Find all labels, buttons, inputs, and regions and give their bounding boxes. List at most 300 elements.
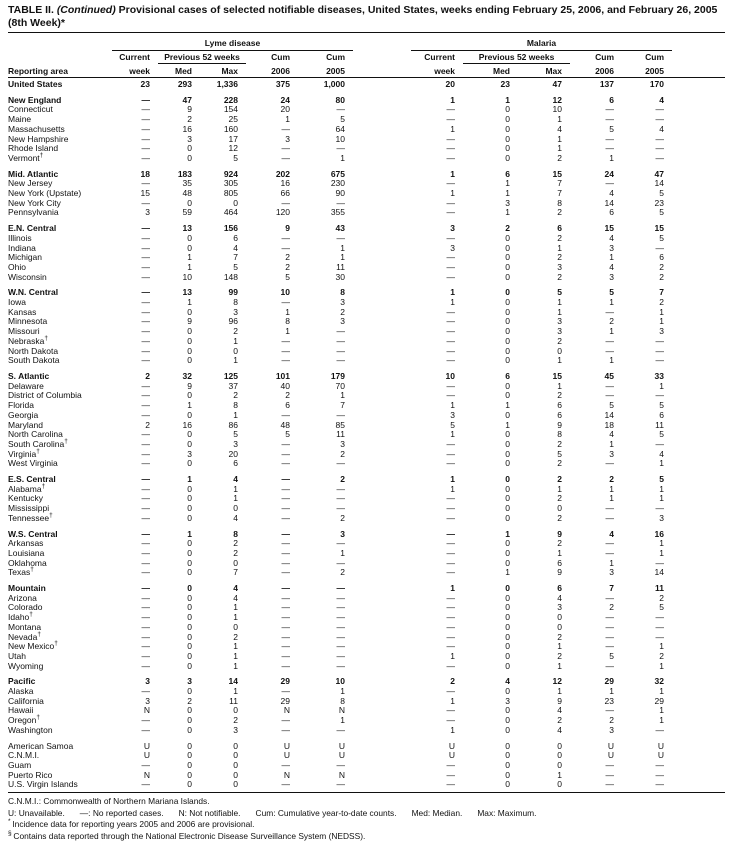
value-cell: — xyxy=(605,631,614,642)
value-cell: — xyxy=(141,538,150,549)
table-row xyxy=(8,135,725,145)
value-cell: 1,000 xyxy=(323,79,345,89)
value-cell: 1 xyxy=(609,493,614,504)
reporting-area-cell: C.N.M.I. xyxy=(8,750,40,761)
value-cell: 0 xyxy=(505,287,510,298)
value-cell: — xyxy=(281,503,290,514)
value-cell: — xyxy=(281,528,290,539)
value-cell: — xyxy=(141,223,150,234)
table-row xyxy=(8,327,725,337)
reporting-area-cell: Pacific xyxy=(8,676,36,687)
value-cell: 23 xyxy=(140,79,150,89)
value-cell: 2 xyxy=(659,297,664,308)
reporting-area-cell: Texas† xyxy=(8,566,34,578)
value-cell: 12 xyxy=(228,143,238,154)
value-cell: 3 xyxy=(233,438,238,449)
reporting-area-cell: California xyxy=(8,695,44,706)
value-cell: 1 xyxy=(609,355,614,366)
value-cell: — xyxy=(655,612,664,623)
value-cell: 0 xyxy=(505,557,510,568)
malaria-group-label: Malaria xyxy=(411,37,672,51)
value-cell: 3 xyxy=(609,567,614,578)
value-cell: — xyxy=(336,335,345,346)
value-cell: 0 xyxy=(187,345,192,356)
row-filler xyxy=(672,687,725,697)
value-cell: — xyxy=(446,621,455,632)
value-cell: 1 xyxy=(659,538,664,549)
row-filler xyxy=(672,421,725,431)
row-filler xyxy=(672,298,725,308)
value-cell: 0 xyxy=(557,503,562,514)
legend-item: Cum: Cumulative year-to-date counts. xyxy=(255,807,397,818)
value-cell: 4 xyxy=(609,528,614,539)
value-cell: — xyxy=(141,104,150,115)
value-cell: 2 xyxy=(557,271,562,282)
reporting-area-cell: W.S. Central xyxy=(8,528,58,539)
row-filler xyxy=(672,372,725,382)
value-cell: 5 xyxy=(340,114,345,125)
value-cell: 3 xyxy=(505,695,510,706)
reporting-area-cell: Illinois xyxy=(8,232,32,243)
value-cell: N xyxy=(283,769,290,780)
value-cell: — xyxy=(446,779,455,790)
value-cell: 228 xyxy=(223,94,238,105)
value-cell: — xyxy=(141,242,150,253)
row-filler xyxy=(672,514,725,524)
value-cell: 14 xyxy=(604,409,614,420)
reporting-area-cell: Washington xyxy=(8,724,53,735)
table-header xyxy=(8,33,725,78)
value-cell: 1 xyxy=(187,400,192,411)
table-row xyxy=(8,115,725,125)
value-cell: 0 xyxy=(505,493,510,504)
value-cell: 2 xyxy=(340,448,345,459)
table-row xyxy=(8,475,725,485)
value-cell: — xyxy=(141,123,150,134)
value-cell: 1 xyxy=(609,438,614,449)
value-cell: 1 xyxy=(285,326,290,337)
value-cell: — xyxy=(446,458,455,469)
value-cell: 23 xyxy=(604,695,614,706)
value-cell: 5 xyxy=(609,650,614,661)
value-cell: 6 xyxy=(557,223,562,234)
value-cell: 7 xyxy=(233,252,238,263)
value-cell: — xyxy=(605,641,614,652)
value-cell: 0 xyxy=(233,557,238,568)
value-cell: 3 xyxy=(340,438,345,449)
value-cell: 5 xyxy=(659,232,664,243)
value-cell: 8 xyxy=(557,197,562,208)
value-cell: 0 xyxy=(187,621,192,632)
value-cell: 0 xyxy=(505,512,510,523)
table-row xyxy=(8,530,725,540)
reporting-area-cell: Nevada† xyxy=(8,630,41,642)
value-cell: 1 xyxy=(659,380,664,391)
value-cell: — xyxy=(655,557,664,568)
value-cell: — xyxy=(141,724,150,735)
value-cell: 5 xyxy=(233,152,238,163)
value-cell: — xyxy=(281,660,290,671)
value-cell: 0 xyxy=(233,503,238,514)
row-filler xyxy=(672,135,725,145)
table-row xyxy=(8,742,725,752)
value-cell: 0 xyxy=(505,740,510,751)
value-cell: — xyxy=(336,660,345,671)
value-cell: 3 xyxy=(557,602,562,613)
value-cell: — xyxy=(141,345,150,356)
value-cell: 1 xyxy=(187,474,192,485)
value-cell: 0 xyxy=(505,306,510,317)
reporting-area-cell: Missouri xyxy=(8,326,40,337)
value-cell: 0 xyxy=(505,458,510,469)
value-cell: 6 xyxy=(659,409,664,420)
value-cell: 9 xyxy=(557,695,562,706)
reporting-area-cell: Pennsylvania xyxy=(8,207,59,218)
value-cell: 1 xyxy=(285,306,290,317)
value-cell: — xyxy=(281,197,290,208)
value-cell: U xyxy=(657,750,664,761)
value-cell: N xyxy=(338,705,345,716)
table-row xyxy=(8,244,725,254)
value-cell: U xyxy=(143,750,150,761)
value-cell: 5 xyxy=(233,261,238,272)
value-cell: 1 xyxy=(659,705,664,716)
row-filler xyxy=(672,539,725,549)
value-cell: 24 xyxy=(280,94,290,105)
value-cell: 0 xyxy=(505,316,510,327)
lyme-cum-2006-header-top: Cum xyxy=(271,52,290,62)
value-cell: 14 xyxy=(654,567,664,578)
value-cell: 1 xyxy=(233,602,238,613)
table-row xyxy=(8,288,725,298)
row-filler xyxy=(672,559,725,569)
value-cell: 0 xyxy=(233,621,238,632)
table-row xyxy=(8,224,725,234)
value-cell: 1 xyxy=(557,143,562,154)
value-cell: — xyxy=(141,641,150,652)
value-cell: — xyxy=(281,760,290,770)
value-cell: 2 xyxy=(557,538,562,549)
value-cell: 3 xyxy=(557,326,562,337)
row-filler xyxy=(672,440,725,450)
value-cell: 0 xyxy=(187,483,192,494)
value-cell: — xyxy=(336,557,345,568)
legend-row xyxy=(8,808,725,820)
value-cell: 11 xyxy=(655,419,664,430)
table-row xyxy=(8,494,725,504)
table-row xyxy=(8,208,725,218)
value-cell: 3 xyxy=(340,316,345,327)
value-cell: 7 xyxy=(557,178,562,189)
value-cell: 293 xyxy=(177,79,192,89)
reporting-area-cell: Indiana xyxy=(8,242,36,253)
value-cell: — xyxy=(281,512,290,523)
value-cell: 8 xyxy=(340,695,345,706)
row-filler xyxy=(672,411,725,421)
value-cell: — xyxy=(605,306,614,317)
value-cell: 2 xyxy=(505,223,510,234)
value-cell: 1 xyxy=(557,355,562,366)
table-row xyxy=(8,549,725,559)
reporting-area-cell: Wisconsin xyxy=(8,271,47,282)
row-filler xyxy=(672,742,725,752)
dagger-footnote-marker: † xyxy=(44,335,49,343)
value-cell: 70 xyxy=(335,380,345,391)
value-cell: 0 xyxy=(187,557,192,568)
value-cell: 86 xyxy=(228,419,238,430)
value-cell: 12 xyxy=(552,676,562,687)
reporting-area-cell: New Jersey xyxy=(8,178,53,189)
value-cell: 0 xyxy=(187,641,192,652)
value-cell: — xyxy=(281,557,290,568)
value-cell: — xyxy=(141,715,150,726)
value-cell: 2 xyxy=(557,715,562,726)
value-cell: — xyxy=(141,252,150,263)
value-cell: 1 xyxy=(340,547,345,558)
reporting-area-cell: Delaware xyxy=(8,380,44,391)
value-cell: 18 xyxy=(604,419,614,430)
value-cell: — xyxy=(141,232,150,243)
row-filler xyxy=(672,317,725,327)
value-cell: 0 xyxy=(505,133,510,144)
value-cell: 1 xyxy=(505,188,510,199)
value-cell: 4 xyxy=(557,705,562,716)
value-cell: — xyxy=(281,621,290,632)
value-cell: 1 xyxy=(233,493,238,504)
row-filler xyxy=(672,244,725,254)
value-cell: — xyxy=(446,512,455,523)
value-cell: 0 xyxy=(557,345,562,356)
value-cell: 6 xyxy=(609,94,614,105)
reporting-area-cell: Kansas xyxy=(8,306,37,317)
value-cell: 4 xyxy=(659,94,664,105)
value-cell: 0 xyxy=(505,660,510,671)
table-row xyxy=(8,642,725,652)
value-cell: 0 xyxy=(233,740,238,751)
value-cell: — xyxy=(655,335,664,346)
value-cell: — xyxy=(655,503,664,514)
reporting-area-cell: New Mexico† xyxy=(8,640,58,652)
value-cell: 0 xyxy=(187,152,192,163)
value-cell: 6 xyxy=(557,557,562,568)
value-cell: — xyxy=(655,438,664,449)
value-cell: — xyxy=(446,152,455,163)
row-filler xyxy=(672,80,725,90)
table-row xyxy=(8,234,725,244)
value-cell: 3 xyxy=(145,676,150,687)
value-cell: 10 xyxy=(280,287,290,298)
row-filler xyxy=(672,726,725,736)
value-cell: — xyxy=(141,380,150,391)
value-cell: 1 xyxy=(557,769,562,780)
value-cell: 154 xyxy=(223,104,238,115)
reporting-area-cell: U.S. Virgin Islands xyxy=(8,779,78,790)
value-cell: 90 xyxy=(335,188,345,199)
value-cell: 1 xyxy=(609,557,614,568)
value-cell: 25 xyxy=(228,114,238,125)
row-filler xyxy=(672,623,725,633)
value-cell: 48 xyxy=(182,188,192,199)
value-cell: U xyxy=(657,740,664,751)
value-cell: — xyxy=(446,232,455,243)
value-cell: 4 xyxy=(609,188,614,199)
reporting-area-cell: Massachusetts xyxy=(8,123,65,134)
value-cell: — xyxy=(141,547,150,558)
value-cell: 0 xyxy=(505,104,510,115)
value-cell: 2 xyxy=(233,547,238,558)
reporting-area-cell: E.S. Central xyxy=(8,474,56,485)
value-cell: 1 xyxy=(450,650,455,661)
value-cell: — xyxy=(281,567,290,578)
value-cell: 2 xyxy=(659,261,664,272)
value-cell: 40 xyxy=(280,380,290,391)
value-cell: 2 xyxy=(557,252,562,263)
value-cell: — xyxy=(141,326,150,337)
value-cell: — xyxy=(336,503,345,514)
value-cell: 0 xyxy=(505,355,510,366)
value-cell: 2 xyxy=(609,474,614,485)
value-cell: 0 xyxy=(505,242,510,253)
value-cell: 15 xyxy=(552,168,562,179)
value-cell: 0 xyxy=(187,438,192,449)
row-filler xyxy=(672,459,725,469)
value-cell: 1 xyxy=(450,287,455,298)
value-cell: — xyxy=(655,104,664,115)
value-cell: 675 xyxy=(330,168,345,179)
value-cell: 137 xyxy=(599,79,614,89)
table-row xyxy=(8,356,725,366)
value-cell: 4 xyxy=(557,123,562,134)
value-cell: — xyxy=(141,271,150,282)
value-cell: 156 xyxy=(223,223,238,234)
value-cell: 11 xyxy=(655,583,664,594)
value-cell: 3 xyxy=(450,242,455,253)
value-cell: 0 xyxy=(187,326,192,337)
value-cell: 3 xyxy=(609,724,614,735)
value-cell: 1 xyxy=(233,612,238,623)
value-cell: 0 xyxy=(505,345,510,356)
value-cell: 3 xyxy=(557,261,562,272)
reporting-area-cell: Nebraska† xyxy=(8,335,49,346)
value-cell: 1 xyxy=(659,641,664,652)
reporting-area-cell: Louisiana xyxy=(8,547,45,558)
value-cell: 0 xyxy=(505,779,510,790)
row-filler xyxy=(672,273,725,283)
value-cell: 5 xyxy=(450,419,455,430)
value-cell: 0 xyxy=(557,612,562,623)
footnote: * Incidence data for reporting years 2005 and 2006 are provisional. xyxy=(8,818,255,830)
value-cell: — xyxy=(446,252,455,263)
table-body xyxy=(8,78,725,790)
value-cell: — xyxy=(141,316,150,327)
value-cell: 1 xyxy=(450,297,455,308)
lyme-week-subheader: week xyxy=(129,66,150,76)
value-cell: 1 xyxy=(557,133,562,144)
reporting-area-cell: Michigan xyxy=(8,252,43,263)
value-cell: 37 xyxy=(228,380,238,391)
value-cell: 0 xyxy=(187,660,192,671)
row-filler xyxy=(672,170,725,180)
value-cell: 375 xyxy=(275,79,290,89)
value-cell: 0 xyxy=(505,474,510,485)
value-cell: 2 xyxy=(233,326,238,337)
value-cell: — xyxy=(141,760,150,770)
value-cell: 2 xyxy=(340,306,345,317)
value-cell: 80 xyxy=(335,94,345,105)
table-row xyxy=(8,411,725,421)
value-cell: 96 xyxy=(228,316,238,327)
value-cell: 1 xyxy=(557,686,562,697)
value-cell: 0 xyxy=(187,612,192,623)
table-row xyxy=(8,96,725,106)
reporting-area-cell: Maine xyxy=(8,114,32,125)
value-cell: — xyxy=(446,602,455,613)
value-cell: U xyxy=(283,750,290,761)
lyme-max-subheader: Max xyxy=(221,66,238,76)
value-cell: 2 xyxy=(285,261,290,272)
value-cell: 3 xyxy=(609,242,614,253)
value-cell: 1 xyxy=(340,242,345,253)
value-cell: 2 xyxy=(557,390,562,401)
value-cell: 0 xyxy=(187,503,192,514)
value-cell: 101 xyxy=(275,370,290,381)
value-cell: — xyxy=(655,152,664,163)
value-cell: 0 xyxy=(557,779,562,790)
value-cell: 6 xyxy=(505,168,510,179)
value-cell: — xyxy=(281,474,290,485)
value-cell: — xyxy=(281,686,290,697)
value-cell: 2 xyxy=(285,390,290,401)
reporting-area-cell: West Virginia xyxy=(8,458,58,469)
value-cell: — xyxy=(605,390,614,401)
dagger-footnote-marker: † xyxy=(54,640,58,648)
value-cell: 0 xyxy=(505,705,510,716)
value-cell: — xyxy=(281,335,290,346)
value-cell: — xyxy=(446,197,455,208)
value-cell: 1 xyxy=(233,641,238,652)
lyme-med-subheader: Med xyxy=(175,66,192,76)
value-cell: 8 xyxy=(285,316,290,327)
value-cell: — xyxy=(336,345,345,356)
value-cell: 47 xyxy=(182,94,192,105)
value-cell: 0 xyxy=(505,715,510,726)
value-cell: 0 xyxy=(187,512,192,523)
malaria-med-subheader: Med xyxy=(493,66,510,76)
value-cell: 355 xyxy=(330,207,345,218)
reporting-area-cell: S. Atlantic xyxy=(8,370,50,381)
row-filler xyxy=(672,308,725,318)
value-cell: 8 xyxy=(557,429,562,440)
value-cell: 2 xyxy=(557,232,562,243)
value-cell: 0 xyxy=(187,232,192,243)
value-cell: 1 xyxy=(659,686,664,697)
value-cell: 4 xyxy=(557,592,562,603)
value-cell: 0 xyxy=(187,740,192,751)
value-cell: 4 xyxy=(233,512,238,523)
value-cell: — xyxy=(605,143,614,154)
value-cell: 24 xyxy=(604,168,614,179)
value-cell: — xyxy=(141,650,150,661)
dagger-footnote-marker: † xyxy=(36,447,40,455)
row-filler xyxy=(672,594,725,604)
reporting-area-cell: Oregon† xyxy=(8,714,40,726)
value-cell: 0 xyxy=(187,583,192,594)
value-cell: 1 xyxy=(505,528,510,539)
row-filler xyxy=(672,430,725,440)
value-cell: 0 xyxy=(233,197,238,208)
value-cell: 0 xyxy=(187,779,192,790)
malaria-2005-subheader: 2005 xyxy=(645,66,664,76)
